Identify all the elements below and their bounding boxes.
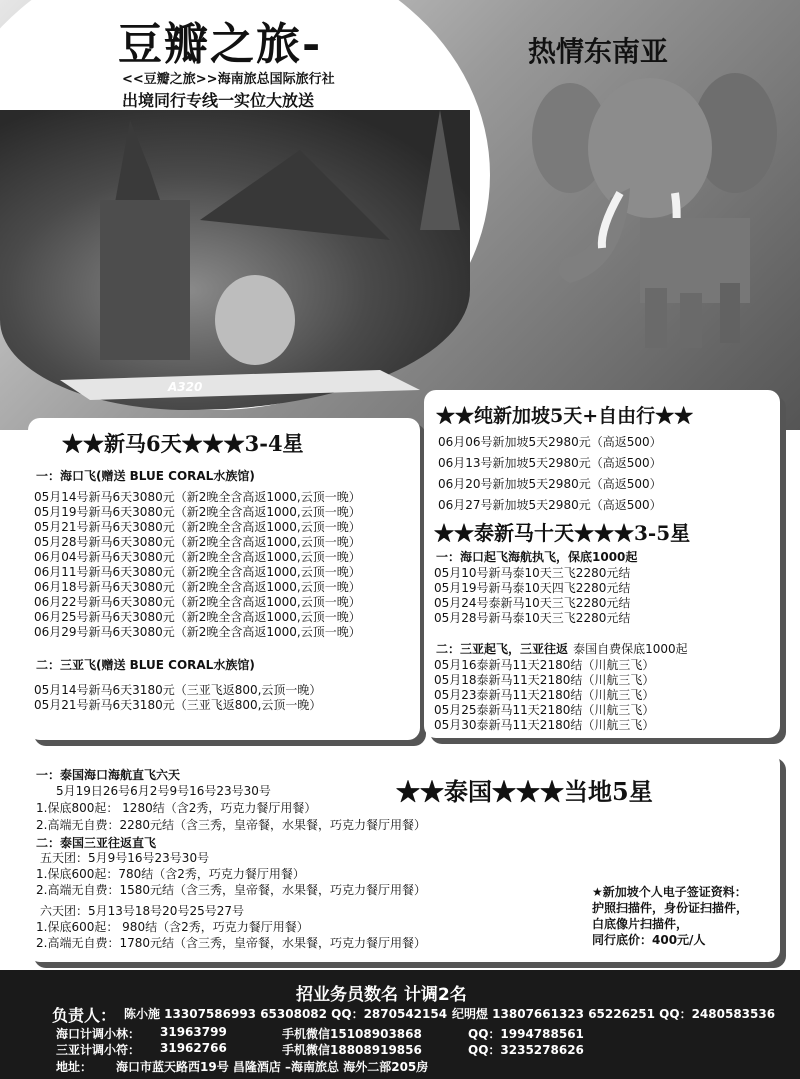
list-item: 05月19号新马6天3080元（新2晚全含高返1000,云顶一晚） [34, 505, 361, 519]
visa-line: 白底像片扫描件， [592, 917, 689, 931]
plane-label: A320 [168, 380, 203, 394]
list-item: 06月29号新马6天3080元（新2晚全含高返1000,云顶一晚） [34, 625, 361, 639]
malaysia-heading: ★★新马6天★★★3-4星 [62, 431, 304, 456]
list-item: 05月14号新马6天3180元（三亚飞返800,云顶一晚） [34, 683, 322, 697]
list-item: 06月27号新加坡5天2980元（高返500） [438, 498, 662, 512]
sanya-contact-label: 三亚计调小符： [56, 1043, 141, 1057]
singapore-heading: ★★纯新加坡5天+自由行★★ [436, 405, 694, 427]
haikou-qq: QQ：1994788561 [468, 1027, 584, 1041]
list-item: 06月22号新马6天3080元（新2晚全含高返1000,云顶一晚） [34, 595, 361, 609]
thailand-s2-line4: 2.高端无自费：1780元结（含三秀，皇帝餐，水果餐，巧克力餐厅用餐） [36, 936, 426, 950]
tsm-group2-list [434, 658, 654, 733]
tagline: 出境同行专线一实位大放送 [122, 91, 315, 110]
thailand-heading: ★★泰国★★★当地5星 [396, 777, 653, 806]
temple-silhouettes [0, 110, 470, 410]
malaysia-group1-title: 一：海口飞(赠送 BLUE CORAL水族馆) [36, 469, 255, 483]
list-item: 06月11号新马6天3080元（新2晚全含高返1000,云顶一晚） [34, 565, 361, 579]
tsm-group1-list [434, 566, 630, 626]
page-title: 豆瓣之旅- [118, 19, 323, 70]
visa-info [592, 884, 772, 948]
thailand-s1-title: 一：泰国海口海航直飞六天 [36, 768, 181, 782]
thailand-s1-line2: 2.高端无自费：2280元结（含三秀，皇帝餐，水果餐，巧克力餐厅用餐） [36, 818, 426, 832]
thailand-s2-six: 六天团：5月13号18号20号25号27号 [40, 904, 244, 918]
list-item: 06月25号新马6天3080元（新2晚全含高返1000,云顶一晚） [34, 610, 361, 624]
list-item: 05月24号泰新马10天三飞2280元结 [434, 596, 631, 610]
agency-name: <<豆瓣之旅>>海南旅总国际旅行社 [122, 72, 335, 87]
visa-line: ★新加坡个人电子签证资料： [592, 885, 747, 899]
thailand-s1-line1: 1.保底800起： 1280结（含2秀，巧克力餐厅用餐） [36, 801, 317, 815]
tsm-group1-title: 一：海口起飞海航执飞，保底1000起 [436, 550, 638, 564]
list-item: 05月18泰新马11天2180结（川航三飞） [434, 673, 655, 687]
malaysia-group2-title: 二：三亚飞(赠送 BLUE CORAL水族馆) [36, 658, 255, 672]
recruit-text: 招业务员数名 计调2名 [296, 985, 467, 1005]
list-item: 06月06号新加坡5天2980元（高返500） [438, 435, 662, 449]
temple-collage-image [0, 110, 470, 410]
tsm-heading: ★★泰新马十天★★★3-5星 [434, 521, 691, 545]
haikou-wechat: 手机微信15108903868 [282, 1027, 422, 1041]
visa-line: 护照扫描件，身份证扫描件， [592, 901, 749, 915]
list-item: 05月23泰新马11天2180结（川航三飞） [434, 688, 655, 702]
tsm-group2-header [436, 638, 688, 657]
list-item: 05月25泰新马11天2180结（川航三飞） [434, 703, 655, 717]
list-item: 05月19号新马泰10天四飞2280元结 [434, 581, 631, 595]
list-item: 05月16泰新马11天2180结（川航三飞） [434, 658, 655, 672]
thailand-s2-line2: 2.高端无自费：1580元结（含三秀，皇帝餐，水果餐，巧克力餐厅用餐） [36, 883, 426, 897]
list-item: 06月04号新马6天3080元（新2晚全含高返1000,云顶一晚） [34, 550, 361, 564]
address: 海口市蓝天路西19号 昌隆酒店 –海南旅总 海外二部205房 [116, 1060, 429, 1074]
region-title: 热情东南亚 [528, 35, 669, 68]
list-item: 05月10号新马泰10天三飞2280元结 [434, 566, 631, 580]
singapore-list [438, 432, 662, 516]
contact-person-1: 陈小施 13307586993 65308082 QQ：2870542154 [124, 1007, 448, 1021]
list-item: 05月28号新马泰10天三飞2280元结 [434, 611, 631, 625]
malaysia-group2-list [34, 683, 321, 713]
head-label: 负责人： [52, 1006, 117, 1025]
list-item: 05月30泰新马11天2180结（川航三飞） [434, 718, 655, 732]
thailand-s2-line3: 1.保底600起： 980结（含2秀，巧克力餐厅用餐） [36, 920, 309, 934]
list-item: 06月18号新马6天3080元（新2晚全含高返1000,云顶一晚） [34, 580, 361, 594]
elephant-image [530, 68, 790, 358]
list-item: 05月21号新马6天3080元（新2晚全含高返1000,云顶一晚） [34, 520, 361, 534]
list-item: 06月20号新加坡5天2980元（高返500） [438, 477, 662, 491]
visa-line: 同行底价：400元/人 [592, 933, 706, 947]
sanya-qq: QQ：3235278626 [468, 1043, 584, 1057]
list-item: 05月28号新马6天3080元（新2晚全含高返1000,云顶一晚） [34, 535, 361, 549]
contact-person-2: 纪明煜 13807661323 65226251 QQ：2480583536 [452, 1007, 776, 1021]
thailand-s1-dates: 5月19日26号6月2号9号16号23号30号 [56, 784, 271, 798]
list-item: 05月21号新马6天3180元（三亚飞返800,云顶一晚） [34, 698, 322, 712]
tsm-group2-note: 泰国自费保底1000起 [573, 642, 688, 656]
sanya-wechat: 手机微信18808919856 [282, 1043, 422, 1057]
thailand-s2-five: 五天团：5月9号16号23号30号 [40, 851, 210, 865]
malaysia-group1-list [34, 490, 361, 640]
list-item: 05月14号新马6天3080元（新2晚全含高返1000,云顶一晚） [34, 490, 361, 504]
address-label: 地址： [56, 1060, 93, 1074]
tsm-group2-title: 二：三亚起飞，三亚往返 [436, 642, 569, 656]
thailand-s2-line1: 1.保底600起：780结（含2秀，巧克力餐厅用餐） [36, 867, 305, 881]
haikou-contact-label: 海口计调小林： [56, 1027, 141, 1041]
list-item: 06月13号新加坡5天2980元（高返500） [438, 456, 662, 470]
haikou-phone: 31963799 [160, 1025, 227, 1039]
sanya-phone: 31962766 [160, 1041, 227, 1055]
thailand-s2-title: 二：泰国三亚往返直飞 [36, 836, 157, 850]
